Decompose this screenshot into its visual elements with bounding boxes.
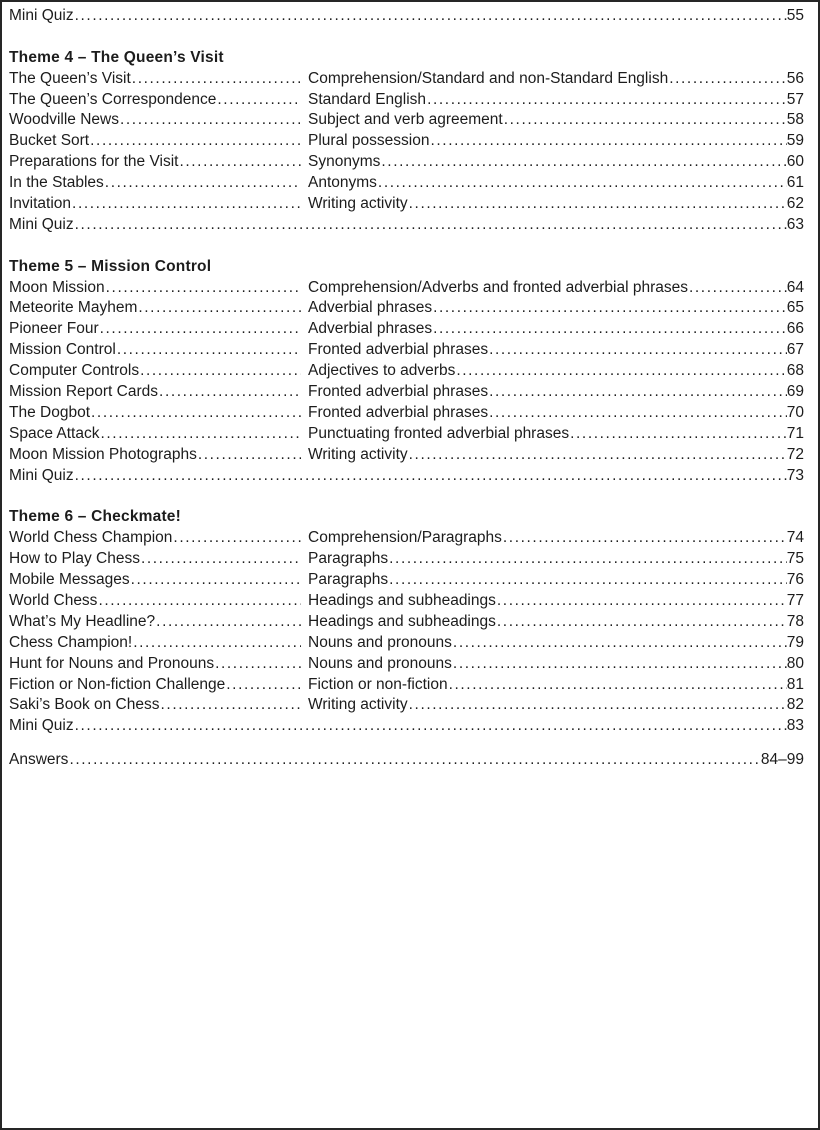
- toc-row: [9, 69, 804, 90]
- toc-row-skill-cell: [308, 445, 787, 466]
- toc-entry-page-number: 72: [786, 445, 804, 463]
- dot-leader: [75, 215, 787, 236]
- toc-entry-page-number: 82: [786, 696, 804, 714]
- toc-entry-skill: Standard English: [308, 90, 427, 108]
- toc-row: [9, 612, 804, 633]
- toc-entry-page-number: 68: [786, 362, 804, 380]
- toc-entry-title: Pioneer Four: [9, 320, 99, 338]
- dot-leader: [389, 549, 787, 570]
- section-rows: [9, 69, 804, 236]
- toc-row: [9, 298, 804, 319]
- toc-entry-skill: Comprehension/Paragraphs: [308, 529, 502, 547]
- toc-entry-title: The Dogbot: [9, 403, 90, 421]
- dot-leader: [504, 110, 787, 131]
- toc-entry-title: Computer Controls: [9, 362, 140, 380]
- dot-leader: [140, 361, 301, 382]
- toc-entry-page-number: 76: [786, 571, 804, 589]
- dot-leader: [669, 69, 787, 90]
- dot-leader: [138, 298, 301, 319]
- toc-row-title-cell: [9, 466, 787, 487]
- toc-section: [9, 257, 804, 487]
- toc-row: [9, 194, 804, 215]
- toc-entry-page-number: 69: [786, 383, 804, 401]
- dot-leader: [489, 340, 787, 361]
- toc-row: [9, 361, 804, 382]
- toc-row: [9, 654, 804, 675]
- toc-entry-title: Mobile Messages: [9, 571, 130, 589]
- toc-row-skill-cell: [308, 654, 787, 675]
- dot-leader: [106, 278, 301, 299]
- dot-leader: [427, 90, 787, 111]
- dot-leader: [433, 319, 787, 340]
- dot-leader: [156, 612, 301, 633]
- toc-row-skill-cell: [308, 90, 787, 111]
- dot-leader: [72, 194, 301, 215]
- dot-leader: [179, 152, 301, 173]
- dot-leader: [381, 152, 786, 173]
- toc-entry-page-number: 58: [786, 111, 804, 129]
- toc-entry-title: Saki’s Book on Chess: [9, 696, 160, 714]
- toc-entry-page-number: 71: [786, 424, 804, 442]
- toc-row: [9, 716, 804, 737]
- toc-row-title-cell: [9, 591, 301, 612]
- toc-entry-skill: Paragraphs: [308, 550, 389, 568]
- toc-entry-skill: Comprehension/Adverbs and fronted adverbial phrases: [308, 278, 688, 296]
- toc-row-title-cell: [9, 633, 301, 654]
- dot-leader: [497, 612, 787, 633]
- toc-row: [9, 445, 804, 466]
- toc-entry-title: How to Play Chess: [9, 550, 140, 568]
- toc-entry-page-number: 63: [786, 215, 804, 233]
- toc-entry-skill: Fronted adverbial phrases: [308, 383, 489, 401]
- dot-leader: [689, 278, 787, 299]
- dot-leader: [217, 90, 301, 111]
- dot-leader: [215, 654, 301, 675]
- dot-leader: [453, 633, 787, 654]
- dot-leader: [159, 382, 301, 403]
- toc-row: [9, 319, 804, 340]
- toc-entry-skill: Plural possession: [308, 132, 430, 150]
- dot-leader: [120, 110, 301, 131]
- toc-entry-title: Mission Control: [9, 341, 116, 359]
- toc-entry-page-number: 78: [786, 612, 804, 630]
- toc-row-skill-cell: [308, 152, 787, 173]
- toc-row-title-cell: [9, 654, 301, 675]
- toc-entry-title: What’s My Headline?: [9, 612, 156, 630]
- dot-leader: [131, 570, 301, 591]
- toc-entry-page-number: 59: [786, 132, 804, 150]
- toc-row-title-cell: [9, 340, 301, 361]
- toc-entry-page-number: 80: [786, 654, 804, 672]
- dot-leader: [117, 340, 301, 361]
- toc-row-skill-cell: [308, 278, 787, 299]
- toc-entry-skill: Adverbial phrases: [308, 299, 433, 317]
- toc-entry-title: Invitation: [9, 195, 72, 213]
- toc-row-title-cell: [9, 298, 301, 319]
- toc-entry-title: Meteorite Mayhem: [9, 299, 138, 317]
- toc-row: [9, 633, 804, 654]
- toc-row-skill-cell: [308, 361, 787, 382]
- dot-leader: [141, 549, 301, 570]
- toc-entry-title: Bucket Sort: [9, 132, 90, 150]
- toc-row-title-cell: [9, 424, 301, 445]
- toc-entry-title: Mini Quiz: [9, 717, 74, 735]
- toc-row-skill-cell: [308, 570, 787, 591]
- toc-row-title-cell: [9, 695, 301, 716]
- toc-entry-skill: Nouns and pronouns: [308, 654, 452, 672]
- toc-row: [9, 131, 804, 152]
- toc-entry-page-number: 73: [786, 466, 804, 484]
- toc-entry-skill: Headings and subheadings: [308, 612, 496, 630]
- dot-leader: [497, 591, 787, 612]
- toc-row: [9, 340, 804, 361]
- toc-section: [9, 507, 804, 737]
- toc-row-skill-cell: [308, 424, 787, 445]
- toc-entry-skill: Writing activity: [308, 195, 408, 213]
- toc: [9, 6, 804, 771]
- toc-entry-skill: Comprehension/Standard and non-Standard English: [308, 69, 669, 87]
- toc-row: [9, 278, 804, 299]
- toc-row: [9, 591, 804, 612]
- toc-row: [9, 695, 804, 716]
- toc-entry-skill: Writing activity: [308, 445, 408, 463]
- dot-leader: [173, 528, 301, 549]
- dot-leader: [409, 695, 787, 716]
- toc-row-title-cell: [9, 131, 301, 152]
- dot-leader: [430, 131, 786, 152]
- toc-entry-title: Moon Mission Photographs: [9, 445, 197, 463]
- section-heading: Theme 4 – The Queen’s Visit: [9, 48, 224, 66]
- toc-entry-page-number: 65: [786, 299, 804, 317]
- toc-entry-title: Mini Quiz: [9, 7, 74, 24]
- toc-entry-page-number: 61: [786, 174, 804, 192]
- toc-entry-page-number: 57: [786, 90, 804, 108]
- toc-row-skill-cell: [308, 675, 787, 696]
- toc-row-skill-cell: [308, 612, 787, 633]
- section-rows: [9, 278, 804, 487]
- dot-leader: [98, 591, 301, 612]
- dot-leader: [378, 173, 787, 194]
- toc-row-title-cell: [9, 445, 301, 466]
- toc-entry-skill: Punctuating fronted adverbial phrases: [308, 424, 570, 442]
- toc-entry-skill: Adverbial phrases: [308, 320, 433, 338]
- dot-leader: [100, 319, 301, 340]
- dot-leader: [161, 695, 302, 716]
- toc-entry-page-number: 74: [786, 529, 804, 547]
- toc-entry-skill: Subject and verb agreement: [308, 111, 503, 129]
- toc-row-skill-cell: [308, 403, 787, 424]
- toc-entry-page-number: 64: [786, 278, 804, 296]
- toc-row-skill-cell: [308, 69, 787, 90]
- toc-entry-title: Fiction or Non-fiction Challenge: [9, 675, 226, 693]
- toc-entry-page-number: 77: [786, 591, 804, 609]
- toc-entry-title: Woodville News: [9, 111, 119, 129]
- toc-entry-page-number: 83: [786, 717, 804, 735]
- toc-entry-skill: Nouns and pronouns: [308, 633, 452, 651]
- toc-row-title-cell: [9, 194, 301, 215]
- toc-entry-page-number: 79: [786, 633, 804, 651]
- dot-leader: [100, 424, 301, 445]
- toc-section: [9, 48, 804, 236]
- toc-row: [9, 382, 804, 403]
- toc-row: [9, 110, 804, 131]
- toc-row-skill-cell: [308, 319, 787, 340]
- toc-row-title-cell: [9, 69, 301, 90]
- toc-entry-skill: Fiction or non-fiction: [308, 675, 448, 693]
- toc-row: [9, 466, 804, 487]
- toc-row-skill-cell: [308, 633, 787, 654]
- toc-row: [9, 528, 804, 549]
- toc-row-title-cell: [9, 570, 301, 591]
- section-heading: Theme 6 – Checkmate!: [9, 508, 181, 526]
- toc-row: [9, 173, 804, 194]
- toc-row-skill-cell: [308, 173, 787, 194]
- toc-entry-page-number: 66: [786, 320, 804, 338]
- dot-leader: [409, 194, 787, 215]
- toc-entry-page-number: 62: [786, 195, 804, 213]
- toc-entry-title: Chess Champion!: [9, 633, 133, 651]
- toc-entry-skill: Writing activity: [308, 696, 408, 714]
- toc-row: [9, 675, 804, 696]
- toc-entry-page-number: 67: [786, 341, 804, 359]
- dot-leader: [453, 654, 787, 675]
- toc-row-title-cell: [9, 278, 301, 299]
- toc-row-title-cell: [9, 90, 301, 111]
- toc-row-title-cell: [9, 173, 301, 194]
- toc-row: [9, 549, 804, 570]
- toc-row-skill-cell: [308, 382, 787, 403]
- toc-entry-skill: Synonyms: [308, 153, 381, 171]
- dot-leader: [503, 528, 787, 549]
- dot-leader: [449, 675, 787, 696]
- toc-row-skill-cell: [308, 549, 787, 570]
- toc-row-skill-cell: [308, 131, 787, 152]
- toc-row-skill-cell: [308, 695, 787, 716]
- toc-row-title-cell: [9, 750, 761, 771]
- dot-leader: [75, 466, 787, 487]
- toc-row-title-cell: [9, 612, 301, 633]
- toc-entry-skill: Fronted adverbial phrases: [308, 341, 489, 359]
- toc-row: [9, 403, 804, 424]
- dot-leader: [489, 382, 787, 403]
- toc-entry-skill: Headings and subheadings: [308, 591, 496, 609]
- toc-entry-title: Hunt for Nouns and Pronouns: [9, 654, 215, 672]
- toc-row-title-cell: [9, 403, 301, 424]
- toc-entry-title: Moon Mission: [9, 278, 105, 296]
- toc-entry-title: Mission Report Cards: [9, 383, 159, 401]
- toc-entry-page-number: 55: [786, 7, 804, 24]
- toc-row-skill-cell: [308, 298, 787, 319]
- dot-leader: [198, 445, 301, 466]
- toc-entry-page-number: 81: [786, 675, 804, 693]
- toc-row: [9, 6, 804, 27]
- dot-leader: [105, 173, 301, 194]
- toc-row-title-cell: [9, 215, 787, 236]
- toc-row-title-cell: [9, 319, 301, 340]
- toc-entry-skill: Paragraphs: [308, 571, 389, 589]
- toc-entry-title: The Queen’s Correspondence: [9, 90, 217, 108]
- toc-row: [9, 90, 804, 111]
- toc-entry-title: Space Attack: [9, 424, 100, 442]
- dot-leader: [75, 6, 787, 27]
- toc-row-title-cell: [9, 361, 301, 382]
- toc-entry-title: Mini Quiz: [9, 215, 74, 233]
- dot-leader: [69, 750, 760, 771]
- dot-leader: [91, 403, 301, 424]
- toc-row-title-cell: [9, 528, 301, 549]
- toc-row: [9, 215, 804, 236]
- toc-row-title-cell: [9, 382, 301, 403]
- toc-entry-skill: Fronted adverbial phrases: [308, 403, 489, 421]
- toc-row-skill-cell: [308, 591, 787, 612]
- toc-row-title-cell: [9, 6, 787, 27]
- dot-leader: [226, 675, 301, 696]
- toc-entry-title: Mini Quiz: [9, 466, 74, 484]
- toc-row: [9, 424, 804, 445]
- toc-entry-title: Answers: [9, 751, 69, 769]
- dot-leader: [75, 716, 787, 737]
- toc-entry-title: The Queen’s Visit: [9, 69, 131, 87]
- toc-entry-page-number: 70: [786, 403, 804, 421]
- toc-entry-page-number: 56: [786, 69, 804, 87]
- toc-entry-skill: Antonyms: [308, 174, 377, 192]
- dot-leader: [433, 298, 787, 319]
- dot-leader: [90, 131, 301, 152]
- toc-entry-title: In the Stables: [9, 174, 104, 192]
- toc-entry-title: Preparations for the Visit: [9, 153, 179, 171]
- toc-row-title-cell: [9, 716, 787, 737]
- toc-row: [9, 152, 804, 173]
- toc-row: [9, 750, 804, 771]
- toc-entry-page-number: 75: [786, 550, 804, 568]
- toc-row-skill-cell: [308, 194, 787, 215]
- toc-row-skill-cell: [308, 340, 787, 361]
- toc-row-title-cell: [9, 549, 301, 570]
- toc-entry-page-number: 60: [786, 153, 804, 171]
- toc-row-title-cell: [9, 152, 301, 173]
- toc-row-skill-cell: [308, 110, 787, 131]
- toc-entry-title: World Chess Champion: [9, 529, 173, 547]
- toc-row-skill-cell: [308, 528, 787, 549]
- dot-leader: [570, 424, 787, 445]
- dot-leader: [409, 445, 787, 466]
- dot-leader: [133, 633, 301, 654]
- toc-row-title-cell: [9, 110, 301, 131]
- section-heading: Theme 5 – Mission Control: [9, 257, 212, 275]
- toc-row: [9, 570, 804, 591]
- dot-leader: [132, 69, 301, 90]
- dot-leader: [389, 570, 787, 591]
- toc-row-title-cell: [9, 675, 301, 696]
- section-rows: [9, 528, 804, 737]
- dot-leader: [456, 361, 786, 382]
- dot-leader: [489, 403, 787, 424]
- toc-entry-page-number: 84–99: [760, 751, 804, 769]
- toc-entry-title: World Chess: [9, 591, 98, 609]
- toc-entry-skill: Adjectives to adverbs: [308, 362, 456, 380]
